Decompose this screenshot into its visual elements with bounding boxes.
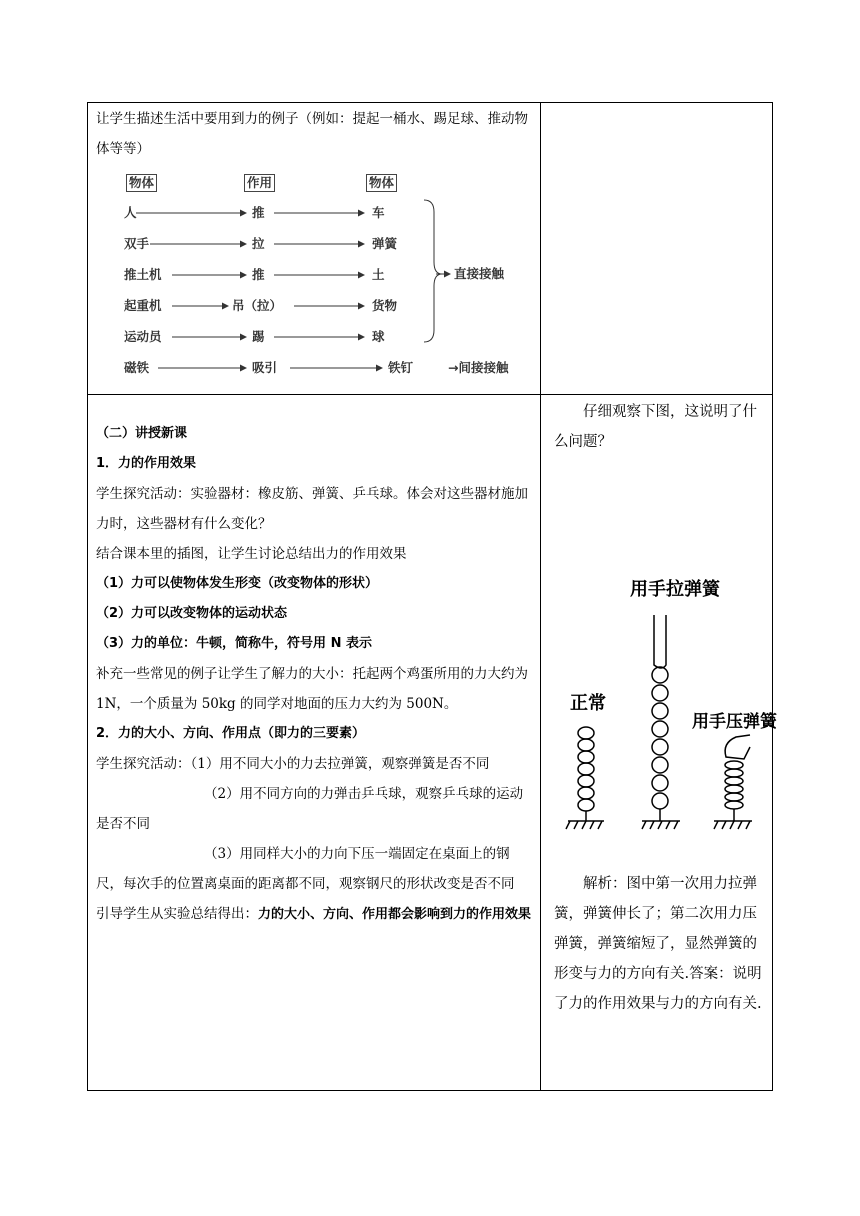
side-analysis: 解析：图中第一次用力拉弹簧，弹簧伸长了；第二次用力压弹簧，弹簧缩短了，显然弹簧的形变与力的方向有关.答案：说明了力的作用效果与力的方向有关. [554,876,762,1012]
effect-3: （3）力的单位：牛顿，简称牛，符号用 N 表示 [96,636,372,651]
spring-figure [554,575,777,840]
action-6: 吸引 [252,360,278,375]
subject-3: 推土机 [124,267,162,282]
intro-text: 让学生描述生活中要用到力的例子（例如：提起一桶水、踢足球、推动物体等等） [96,111,528,157]
object-2: 弹簧 [372,236,398,251]
action-2: 拉 [252,236,265,251]
section-heading: （二）讲授新课 [96,426,188,441]
object-5: 球 [372,329,385,344]
action-1: 推 [252,205,265,220]
object-6: 铁钉 [388,360,414,375]
contact-label: 直接接触 [454,266,505,281]
subject-1: 人 [124,205,137,220]
header-action: 作用 [244,174,275,192]
object-3: 土 [372,267,385,282]
label-press: 用手压弹簧 [692,712,777,732]
force-diagram [96,170,536,392]
discuss-text: 结合课本里的插图，让学生讨论总结出力的作用效果 [96,546,407,562]
effect-1: （1）力可以使物体发生形变（改变物体的形状） [96,576,379,591]
activity2-2: （2）用不同方向的力弹击乒乓球，观察乒乓球的运动是否不同 [96,786,524,832]
supplement-text: 补充一些常见的例子让学生了解力的大小：托起两个鸡蛋所用的力大约为 1N，一个质量为 50kg 的同学对地面的压力大约为 500N。 [96,666,528,712]
action-5: 踢 [252,329,265,344]
label-pull: 用手拉弹簧 [630,579,720,600]
subject-6: 磁铁 [124,360,150,375]
cell-examples [96,103,536,392]
lesson-table [87,102,777,1091]
conclusion-prefix: 引导学生从实验总结得出： [96,906,258,922]
action-4: 吊（拉） [232,298,283,313]
action-3: 推 [252,267,265,282]
effect-2: （2）力可以改变物体的运动状态 [96,606,288,621]
subject-4: 起重机 [124,298,162,313]
row-divider [88,394,772,395]
activity1-text: 学生探究活动：实验器材：橡皮筋、弹簧、乒乓球。体会对这些器材施加力时，这些器材有什么变化？ [96,486,528,532]
activity2-3: （3）用同样大小的力向下压一端固定在桌面上的钢尺，每次手的位置离桌面的距离都不同，观察钢尺的形状改变是否不同 [96,846,515,892]
side-question: 仔细观察下图，这说明了什么问题？ [554,404,757,450]
subject-5: 运动员 [124,329,162,344]
section1-title: 1．力的作用效果 [96,456,197,471]
header-object: 物体 [366,174,397,192]
column-divider [540,103,541,1090]
activity2-1: 学生探究活动：（1）用不同大小的力去拉弹簧，观察弹簧是否不同 [96,756,490,772]
label-normal: 正常 [570,693,606,714]
cell-side-question [554,397,777,1012]
object-1: 车 [372,205,385,220]
conclusion-bold: 力的大小、方向、作用都会影响到力的作用效果 [258,907,532,922]
section2-title: 2．力的大小、方向、作用点（即力的三要素） [96,726,366,741]
subject-2: 双手 [124,236,150,251]
object-4: 货物 [372,298,398,313]
brace-icon [424,200,442,342]
cell-lesson [96,419,536,930]
header-subject: 物体 [126,174,157,192]
non-contact-label: →间接接触 [448,360,509,375]
conclusion [96,899,536,930]
